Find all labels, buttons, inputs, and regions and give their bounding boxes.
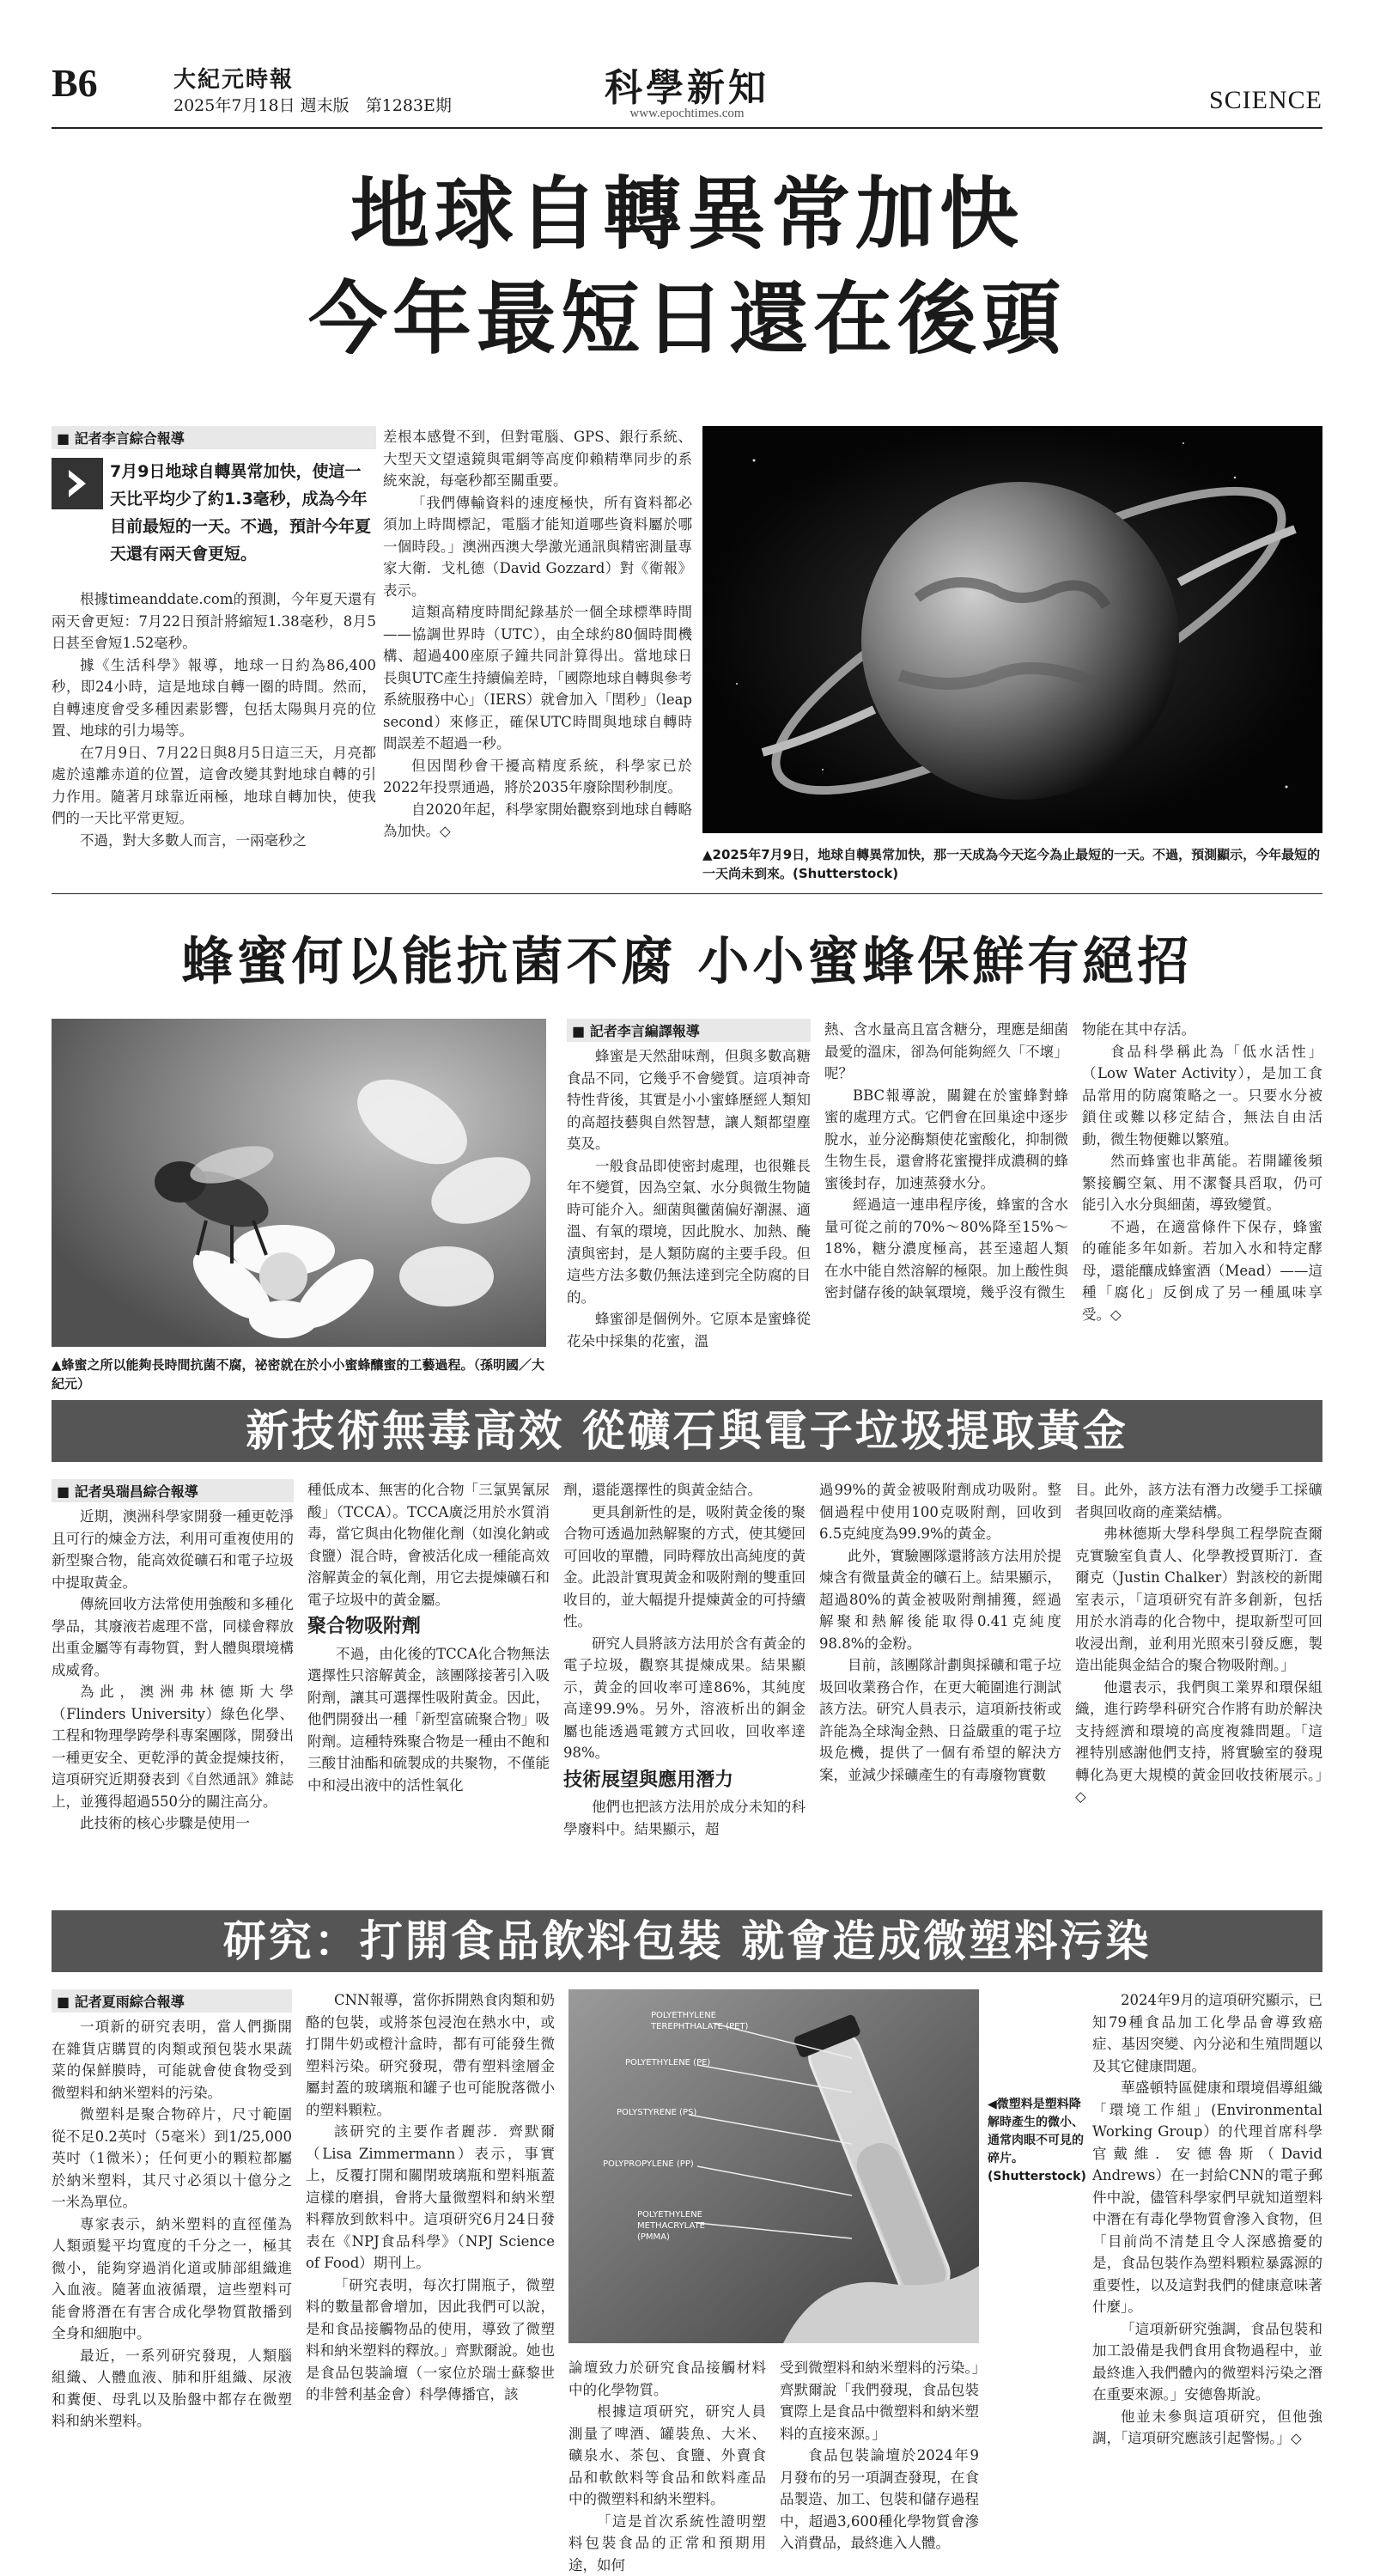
- a3-column-3: [563, 1479, 806, 1840]
- label-pp: POLYPROPYLENE (PP): [603, 2159, 740, 2169]
- paragraph: 目前，該團隊計劃與採礦和電子垃圾回收業務合作，在更大範圍進行測試該方法。研究人員表示，這項新技術或許能為全球淘金熱、日益嚴重的電子垃圾危機，提供了一個有希望的解決方案，並減少採礦產生的有毒廢物實數: [819, 1654, 1061, 1786]
- a3-column-4: [819, 1479, 1061, 1786]
- paragraph: 種低成本、無害的化合物「三氯異氰尿酸」（TCCA）。TCCA廣泛用於水質消毒，當它與由化物催化劑（如溴化鈉或食鹽）混合時，會被活化成一種能高效溶解黃金的氧化劑，用它去提煉礦石和電子垃圾中的黃金屬。: [307, 1479, 550, 1611]
- a3-column-5: [1075, 1479, 1322, 1808]
- paragraph: 專家表示，納米塑料的直徑僅為人類頭髮平均寬度的千分之一，極其微小，能夠穿過消化道或肺部組織進入血液。隨著血液循環，這些塑料可能會將潛在有害合成化學物質散播到全身和細胞中。: [52, 2214, 292, 2345]
- planet-image: [702, 426, 1322, 833]
- paragraph: 這類高精度時間紀錄基於一個全球標準時間——協調世界時（UTC），由全球約80個時間機構、超過400座原子鐘共同計算得出。當地球日長與UTC產生持續偏差時，「國際地球自轉與參考系統服務中心」（IERS）就會加入「閏秒」（leap second）來修正，確保UTC時間與地球自轉時間誤差不超過一秒。: [383, 601, 692, 755]
- paragraph: 該研究的主要作者麗莎．齊默爾（Lisa Zimmermann）表示，事實上，反覆打開和關閉玻璃瓶和塑料瓶蓋這樣的磨損，會將大量微塑料和納米塑料釋放到飲料中。這項研究6月24日發表在《NPJ食品科學》（NPJ Science of Food）期刊上。: [306, 2121, 555, 2275]
- paragraph: 此技術的核心步驟是使用一: [52, 1812, 294, 1835]
- a4-column-3: [568, 2357, 766, 2576]
- a1-title-line1: 地球自轉異常加快: [0, 168, 1374, 261]
- paragraph: 2024年9月的這項研究顯示，已知79種食品加工化學品會導致癌症、基因突變、內分泌和生殖問題以及其它健康問題。: [1092, 1989, 1322, 2077]
- a1-body-1: [52, 588, 376, 851]
- paragraph: 受到微塑料和納米塑料的污染。」齊默爾說「我們發現，食品包裝實際上是食品中微塑料和納米塑料的直接來源。」: [780, 2357, 979, 2445]
- a3-column-1: [52, 1479, 294, 1835]
- paragraph: 不過，由化後的TCCA化合物無法選擇性只溶解黃金，該團隊接著引入吸附劑，讓其可選擇性吸附黃金。因此，他們開發出一種「新型富硫聚合物」吸附劑。這種特殊聚合物是一種由不飽和三酸甘油酯和硫製成的共聚物，不僅能中和浸出液中的活性氧化: [307, 1643, 550, 1797]
- bee-image: [52, 1019, 546, 1347]
- label-pe: POLYETHYLENE (PE): [625, 2058, 763, 2067]
- label-ps: POLYSTYRENE (PS): [617, 2108, 754, 2117]
- a1-lead-box: [52, 458, 376, 568]
- a1-title-line2: 今年最短日還在後頭: [0, 273, 1374, 366]
- a4-byline: ■ 記者夏雨綜合報導: [52, 1989, 292, 2013]
- a4-caption: ◀微塑料是塑料降解時產生的微小、通常肉眼不可見的碎片。(Shutterstock): [988, 2096, 1084, 2186]
- a3-subhead-2: 技術展望與應用潛力: [563, 1769, 806, 1792]
- label-pet: POLYETHYLENE TEREPHTHALATE (PET): [651, 2010, 754, 2032]
- a3-column-2: [307, 1479, 550, 1796]
- a2-caption: ▲蜂蜜之所以能夠長時間抗菌不腐，祕密就在於小小蜜蜂釀蜜的工藝過程。（孫明國／大紀元）: [52, 1355, 546, 1393]
- section-title: 科學新知: [0, 57, 1374, 112]
- paragraph: 根據timeanddate.com的預測，今年夏天還有兩天會更短：7月22日預計將縮短1.38毫秒，8月5日甚至會短1.52毫秒。: [52, 588, 376, 655]
- a2-column-2: [824, 1019, 1068, 1304]
- paragraph: 經過這一連串程序後，蜂蜜的含水量可從之前的70%～80%降至15%～18%，糖分濃度極高，甚至遠超人類在水中能自然溶解的極限。加上酸性與密封儲存後的缺氧環境，幾乎沒有微生: [824, 1194, 1068, 1304]
- a4-title: 研究：打開食品飲料包裝 就會造成微塑料污染: [52, 1910, 1322, 1972]
- paragraph: 更具創新性的是，吸附黃金後的聚合物可透過加熱解聚的方式，使其變回可回收的單體，同時釋放出高純度的黃金。此設計實現黃金和吸附劑的雙重回收目的，並大幅提升提煉黃金的可持續性。: [563, 1501, 806, 1633]
- a1-column-2: [383, 426, 692, 843]
- paragraph: 據《生活科學》報導，地球一日約為86,400秒，即24小時，這是地球自轉一圈的時間。然而，自轉速度會受多種因素影響，包括太陽與月亮的位置、地球的引力場等。: [52, 655, 376, 742]
- a4-column-1: [52, 1989, 292, 2433]
- label-pmma: POLYETHYLENE METHACRYLATE (PMMA): [637, 2209, 740, 2243]
- a2-byline: ■ 記者李言編譯報導: [567, 1019, 811, 1042]
- test-tube-image: [568, 1989, 979, 2343]
- paragraph: 一般食品即使密封處理，也很難長年不變質，因為空氣、水分與微生物隨時可能介入。細菌與黴菌偏好潮濕、適溫、有氧的環境，因此脫水、加熱、醃漬與密封，是人類防腐的主要手段。但這些方法多數仍無法達到完全防腐的目的。: [567, 1155, 811, 1309]
- a2-title: 蜂蜜何以能抗菌不腐 小小蜜蜂保鮮有絕招: [0, 921, 1374, 995]
- paragraph: 他並未參與這項研究，但他強調，「這項研究應該引起警惕。」◇: [1092, 2406, 1322, 2450]
- paragraph: BBC報導說，關鍵在於蜜蜂對蜂蜜的處理方式。它們會在回巢途中逐步脫水，並分泌酶類使花蜜酸化，抑制微生物生長，還會將花蜜攪拌成濃稠的蜂蜜後封存，加速蒸發水分。: [824, 1085, 1068, 1195]
- paragraph: 蜂蜜卻是個例外。它原本是蜜蜂從花朵中採集的花蜜，溫: [567, 1308, 811, 1352]
- paragraph: 過99%的黃金被吸附劑成功吸附。整個過程中使用100克吸附劑，回收到6.5克純度為99.9%的黃金。: [819, 1479, 1061, 1545]
- paragraph: 不過，在適當條件下保存，蜂蜜的確能多年如新。若加入水和特定酵母，還能釀成蜂蜜酒（Mead）——這種「腐化」反倒成了另一種風味享受。◇: [1082, 1216, 1322, 1326]
- a3-body-1: [52, 1506, 294, 1835]
- site-url[interactable]: www.epochtimes.com: [0, 107, 1374, 121]
- issue-info: 2025年7月18日 週末版 第1283E期: [173, 93, 452, 116]
- chevron-right-icon: [52, 458, 103, 509]
- paragraph: 近期，澳洲科學家開發一種更乾淨且可行的煉金方法，利用可重複使用的新型聚合物，能高效從礦石和電子垃圾中提取黃金。: [52, 1506, 294, 1593]
- paragraph: 他還表示，我們與工業界和環保組織，進行跨學科研究合作將有助於解決支持經濟和環境的高度複雜問題。「這裡特別感謝他們支持，將實驗室的發現轉化為更大規模的黃金回收技術展示。」◇: [1075, 1677, 1322, 1808]
- paragraph: 差根本感覺不到，但對電腦、GPS、銀行系統、大型天文望遠鏡與電網等高度仰賴精準同步的系統來說，每毫秒都至關重要。: [383, 426, 692, 492]
- a4-body-1: [52, 2016, 292, 2433]
- a1-caption: ▲2025年7月9日，地球自轉異常加快，那一天成為今天迄今為止最短的一天。不過，預測顯示，今年最短的一天尚未到來。(Shutterstock): [702, 845, 1322, 883]
- masthead-rule: [52, 127, 1322, 129]
- paragraph: 食品科學稱此為「低水活性」（Low Water Activity），是加工食品常用的防腐策略之一。只要水分被鎖住或難以移定結合，無法自由活動，微生物便難以繁殖。: [1082, 1041, 1322, 1151]
- paragraph: 傳統回收方法常使用強酸和多種化學品，其廢液若處理不當，同樣會釋放出重金屬等有毒物質，對人體與環境構成威脅。: [52, 1593, 294, 1681]
- paragraph: 微塑料是聚合物碎片，尺寸範圍從不足0.2英吋（5毫米）到1/25,000英吋（1微米）；任何更小的顆粒都屬於納米塑料，其尺寸必須以十億分之一米為單位。: [52, 2104, 292, 2214]
- paragraph: 「研究表明，每次打開瓶子，微塑料的數量都會增加，因此我們可以說，是和食品接觸物品的使用，導致了微塑料和納米塑料的釋放。」齊默爾說。她也是食品包裝論壇（一家位於瑞士蘇黎世的非營利基金會）科學傳播官，該: [306, 2275, 555, 2406]
- paragraph: 根據這項研究，研究人員測量了啤酒、罐裝魚、大米、礦泉水、茶包、食鹽、外賣食品和軟飲料等食品和飲料產品中的微塑料和納米塑料。: [568, 2401, 766, 2511]
- paragraph: 在7月9日、7月22日與8月5日這三天，月亮都處於遠離赤道的位置，這會改變其對地球自轉的引力作用。隨著月球靠近兩極，地球自轉加快，使我們的一天比平常更短。: [52, 742, 376, 830]
- paragraph: CNN報導，當你拆開熟食肉類和奶酪的包裝，或將茶包浸泡在熱水中，或打開牛奶或橙汁盒時，都有可能發生微塑料污染。研究發現，帶有塑料塗層金屬封蓋的玻璃瓶和罐子也可能脫落微小的塑料顆粒。: [306, 1989, 555, 2121]
- paragraph: 為此，澳洲弗林德斯大學（Flinders University）綠色化學、工程和物理學跨學科專案團隊，開發出一種更安全、更乾淨的黃金提煉技術，這項研究近期發表到《自然通訊》雜誌上，並獲得超過550分的關注高分。: [52, 1681, 294, 1812]
- paragraph: 此外，實驗團隊還將該方法用於提煉含有微量黃金的礦石上。結果顯示，超過80%的黃金被吸附劑捕獲，經過解聚和熱解後能取得0.41克純度98.8%的金粉。: [819, 1545, 1061, 1655]
- paragraph: 然而蜂蜜也非萬能。若開罐後頻繁接觸空氣、用不潔餐具舀取，仍可能引入水分與細菌，導致變質。: [1082, 1150, 1322, 1216]
- paragraph: 論壇致力於研究食品接觸材料中的化學物質。: [568, 2357, 766, 2401]
- a3-byline: ■ 記者吳瑞昌綜合報導: [52, 1479, 294, 1502]
- a4-column-4: [780, 2357, 979, 2555]
- divider: [52, 893, 1322, 894]
- paragraph: 華盛頓特區健康和環境倡導組織「環境工作組」(Environmental Working Group）的代理首席科學官戴維．安德魯斯（David Andrews）在一封給CNN的電子郵件中說，儘管科學家們早就知道塑料中潛在有毒化學物質會滲入食物，但「目前尚不清楚且令人深感擔憂的是，食品包裝作為塑料顆粒暴露源的重要性，以及這對我們的健康意味著什麼」。: [1092, 2077, 1322, 2318]
- paragraph: 「這項新研究強調，食品包裝和加工設備是我們食用食物過程中，並最終進入我們體內的微塑料污染之潛在重要來源。」安德魯斯說。: [1092, 2318, 1322, 2406]
- paragraph: 但因閏秒會干擾高精度系統，科學家已於2022年投票通過，將於2035年廢除閏秒制度。: [383, 755, 692, 799]
- paragraph: 一項新的研究表明，當人們撕開在雜貨店購買的肉類或預包裝水果蔬菜的保鮮膜時，可能就會使食物受到微塑料和納米塑料的污染。: [52, 2016, 292, 2104]
- paragraph: 弗林德斯大學科學與工程學院查爾克實驗室負責人、化學教授賈斯汀．查爾克（Justin Chalker）對該校的新聞室表示，「這項研究有許多創新，包括用於水消毒的化合物中，提取新型可回收浸出劑，並利用光照來引發反應，製造出能與金結合的聚合物吸附劑。」: [1075, 1523, 1322, 1677]
- paper-name: 大紀元時報: [173, 62, 294, 94]
- paragraph: 他們也把該方法用於成分未知的科學廢料中。結果顯示，超: [563, 1796, 806, 1840]
- paragraph: 「這是首次系統性證明塑料包裝食品的正常和預期用途，如何: [568, 2511, 766, 2576]
- paragraph: 自2020年起，科學家開始觀察到地球自轉略為加快。◇: [383, 799, 692, 843]
- paragraph: 目。此外，該方法有潛力改變手工採礦者與回收商的產業結構。: [1075, 1479, 1322, 1523]
- paragraph: 研究人員將該方法用於含有黃金的電子垃圾，觀察其提煉成果。結果顯示，黃金的回收率可達86%，其純度高達99.9%。另外，溶液析出的銅金屬也能透過電鍍方式回收，回收率達98%。: [563, 1633, 806, 1764]
- a2-body-1: [567, 1045, 811, 1352]
- a2-column-3: [1082, 1019, 1322, 1325]
- a4-column-2: [306, 1989, 555, 2406]
- section-en: SCIENCE: [1209, 86, 1322, 115]
- a4-column-5: [1092, 1989, 1322, 2450]
- a1-byline: ■ 記者李言綜合報導: [52, 426, 376, 449]
- paragraph: 劑，還能選擇性的與黃金結合。: [563, 1479, 806, 1501]
- a3-title: 新技術無毒高效 從礦石與電子垃圾提取黃金: [52, 1400, 1322, 1462]
- paragraph: 「我們傳輸資料的速度極快，所有資料都必須加上時間標記，電腦才能知道哪些資料屬於哪一個時段。」澳洲西澳大學激光通訊與精密測量專家大衛．戈札德（David Gozzard）對《衛報》表示。: [383, 492, 692, 602]
- paragraph: 食品包裝論壇於2024年9月發布的另一項調查發現，在食品製造、加工、包裝和儲存過程中，超過3,600種化學物質會滲入消費品，最終進入人體。: [780, 2445, 979, 2555]
- a1-lead: 7月9日地球自轉異常加快，使這一天比平均少了約1.3毫秒，成為今年目前最短的一天。不過，預計今年夏天還有兩天會更短。: [110, 458, 376, 568]
- paragraph: 熱、含水量高且富含糖分，理應是細菌最愛的溫床，卻為何能夠經久「不壞」呢？: [824, 1019, 1068, 1085]
- paragraph: 蜂蜜是天然甜味劑，但與多數高糖食品不同，它幾乎不會變質。這項神奇特性背後，其實是小小蜜蜂歷經人類知的高超技藝與自然智慧，讓人類都望塵莫及。: [567, 1045, 811, 1155]
- paragraph: 最近，一系列研究發現，人類腦組織、人體血液、肺和肝組織、尿液和糞便、母乳以及胎盤中都存在微塑料和納米塑料。: [52, 2345, 292, 2433]
- paragraph: 物能在其中存活。: [1082, 1019, 1322, 1041]
- page-number: B6: [52, 60, 98, 106]
- paragraph: 不過，對大多數人而言，一兩毫秒之: [52, 830, 376, 852]
- a1-column-1: [52, 426, 376, 851]
- a3-subhead-1: 聚合物吸附劑: [307, 1616, 550, 1638]
- a2-column-1: [567, 1019, 811, 1352]
